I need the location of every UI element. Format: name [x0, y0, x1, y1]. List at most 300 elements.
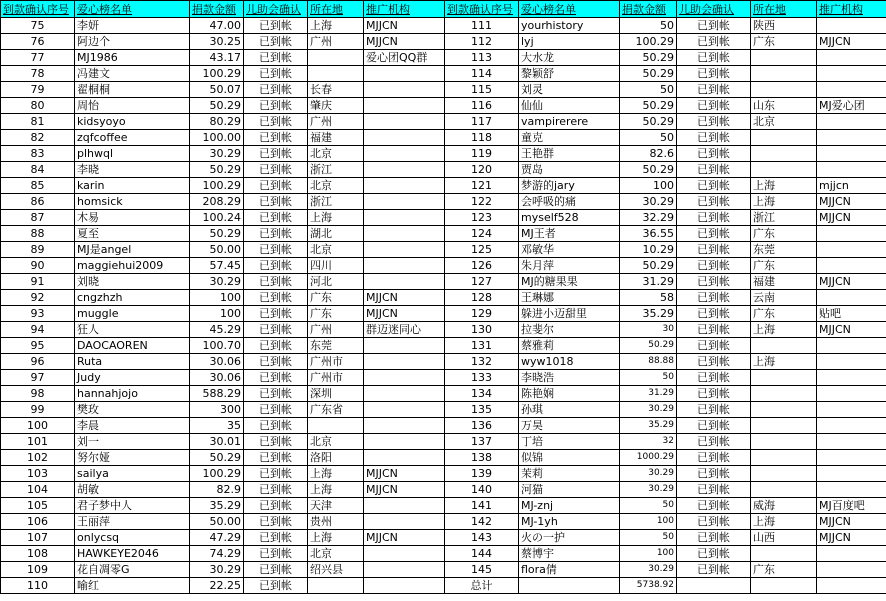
org-cell	[364, 146, 445, 162]
amount-cell: 50.29	[620, 50, 677, 66]
header-cell: 儿助会确认	[244, 1, 308, 18]
org-cell: MJJCN	[817, 34, 886, 50]
location-cell: 广东	[751, 258, 817, 274]
name-cell: wyw1018	[519, 354, 620, 370]
name-cell: 蔡雅莉	[519, 338, 620, 354]
amount-cell: 588.29	[190, 386, 244, 402]
confirm-cell: 已到帐	[244, 306, 308, 322]
seq-cell: 127	[445, 274, 519, 290]
table-row	[1, 226, 886, 242]
org-cell	[364, 578, 445, 594]
confirm-cell: 已到帐	[677, 226, 751, 242]
org-cell: MJJCN	[817, 194, 886, 210]
confirm-cell: 已到帐	[677, 514, 751, 530]
amount-cell: 30.01	[190, 434, 244, 450]
seq-cell: 113	[445, 50, 519, 66]
org-cell	[364, 546, 445, 562]
seq-cell: 86	[1, 194, 75, 210]
org-cell	[817, 258, 886, 274]
location-cell: 云南	[751, 290, 817, 306]
table-row	[1, 418, 886, 434]
location-cell	[751, 82, 817, 98]
amount-cell: 80.29	[190, 114, 244, 130]
location-cell	[751, 466, 817, 482]
confirm-cell: 已到帐	[677, 466, 751, 482]
amount-cell: 50	[620, 370, 677, 386]
table-row	[1, 338, 886, 354]
header-cell: 捐款金额	[190, 1, 244, 18]
seq-cell: 144	[445, 546, 519, 562]
org-cell	[817, 386, 886, 402]
name-cell: 王琳娜	[519, 290, 620, 306]
confirm-cell: 已到帐	[677, 194, 751, 210]
org-cell	[817, 482, 886, 498]
seq-cell: 139	[445, 466, 519, 482]
confirm-cell: 已到帐	[244, 562, 308, 578]
location-cell: 肇庆	[308, 98, 364, 114]
amount-cell: 35.29	[620, 418, 677, 434]
amount-cell: 47.00	[190, 18, 244, 34]
amount-cell: 100.29	[190, 466, 244, 482]
amount-cell: 82.9	[190, 482, 244, 498]
name-cell: 躲进小迈甜里	[519, 306, 620, 322]
confirm-cell: 已到帐	[677, 210, 751, 226]
name-cell: 会呼吸的痛	[519, 194, 620, 210]
amount-cell: 100	[620, 546, 677, 562]
location-cell	[751, 450, 817, 466]
location-cell: 浙江	[308, 194, 364, 210]
table-row	[1, 562, 886, 578]
name-cell: 李晨	[75, 418, 190, 434]
confirm-cell: 已到帐	[677, 450, 751, 466]
seq-cell: 82	[1, 130, 75, 146]
org-cell	[817, 66, 886, 82]
seq-cell: 137	[445, 434, 519, 450]
name-cell: muggle	[75, 306, 190, 322]
seq-cell: 89	[1, 242, 75, 258]
name-cell: 丁培	[519, 434, 620, 450]
location-cell	[308, 578, 364, 594]
seq-cell: 131	[445, 338, 519, 354]
table-row	[1, 162, 886, 178]
confirm-cell: 已到帐	[677, 418, 751, 434]
confirm-cell: 已到帐	[244, 354, 308, 370]
amount-cell: 30.25	[190, 34, 244, 50]
seq-cell: 133	[445, 370, 519, 386]
amount-cell: 50	[620, 82, 677, 98]
amount-cell: 30.29	[620, 402, 677, 418]
table-row	[1, 546, 886, 562]
location-cell: 东莞	[308, 338, 364, 354]
amount-cell: 50.29	[620, 66, 677, 82]
name-cell: 王艳群	[519, 146, 620, 162]
name-cell: 刘一	[75, 434, 190, 450]
seq-cell: 105	[1, 498, 75, 514]
confirm-cell: 已到帐	[244, 418, 308, 434]
name-cell	[519, 578, 620, 594]
seq-cell: 92	[1, 290, 75, 306]
seq-cell: 81	[1, 114, 75, 130]
table-row	[1, 242, 886, 258]
name-cell: 冯建文	[75, 66, 190, 82]
name-cell: MJ的糖果果	[519, 274, 620, 290]
org-cell	[364, 226, 445, 242]
confirm-cell: 已到帐	[244, 130, 308, 146]
location-cell: 湖北	[308, 226, 364, 242]
confirm-cell: 已到帐	[244, 226, 308, 242]
header-cell: 所在地	[308, 1, 364, 18]
name-cell: 夏至	[75, 226, 190, 242]
header-cell: 到款确认序号	[445, 1, 519, 18]
seq-cell: 121	[445, 178, 519, 194]
org-cell: MJJCN	[817, 274, 886, 290]
location-cell: 上海	[751, 354, 817, 370]
org-cell	[364, 498, 445, 514]
name-cell: 李晓浩	[519, 370, 620, 386]
seq-cell: 总计	[445, 578, 519, 594]
confirm-cell: 已到帐	[244, 66, 308, 82]
seq-cell: 141	[445, 498, 519, 514]
location-cell: 山东	[751, 98, 817, 114]
location-cell: 福建	[751, 274, 817, 290]
name-cell: 花自凋零G	[75, 562, 190, 578]
name-cell: 孙琪	[519, 402, 620, 418]
org-cell	[364, 242, 445, 258]
location-cell: 浙江	[308, 162, 364, 178]
name-cell: HAWKEYE2046	[75, 546, 190, 562]
seq-cell: 119	[445, 146, 519, 162]
location-cell: 广东	[308, 290, 364, 306]
table-row	[1, 114, 886, 130]
seq-cell: 75	[1, 18, 75, 34]
confirm-cell: 已到帐	[677, 482, 751, 498]
header-cell: 捐款金额	[620, 1, 677, 18]
amount-cell: 100.29	[620, 34, 677, 50]
name-cell: homsick	[75, 194, 190, 210]
name-cell: flora倩	[519, 562, 620, 578]
location-cell: 深圳	[308, 386, 364, 402]
seq-cell: 104	[1, 482, 75, 498]
seq-cell: 128	[445, 290, 519, 306]
org-cell	[817, 370, 886, 386]
location-cell	[751, 338, 817, 354]
seq-cell: 95	[1, 338, 75, 354]
org-cell: 贴吧	[817, 306, 886, 322]
org-cell	[817, 114, 886, 130]
org-cell	[364, 210, 445, 226]
confirm-cell: 已到帐	[244, 498, 308, 514]
amount-cell: 100.29	[190, 178, 244, 194]
location-cell	[751, 370, 817, 386]
seq-cell: 107	[1, 530, 75, 546]
confirm-cell: 已到帐	[244, 242, 308, 258]
org-cell	[817, 402, 886, 418]
org-cell: MJJCN	[364, 306, 445, 322]
confirm-cell: 已到帐	[677, 82, 751, 98]
seq-cell: 106	[1, 514, 75, 530]
table-row	[1, 130, 886, 146]
name-cell: 陈艳娴	[519, 386, 620, 402]
table-body	[1, 18, 886, 594]
org-cell	[364, 434, 445, 450]
location-cell: 北京	[308, 434, 364, 450]
location-cell: 广东	[751, 34, 817, 50]
amount-cell: 100.29	[190, 66, 244, 82]
org-cell	[364, 562, 445, 578]
amount-cell: 30.29	[620, 562, 677, 578]
amount-cell: 31.29	[620, 274, 677, 290]
amount-cell: 35.29	[620, 306, 677, 322]
name-cell: vampirerere	[519, 114, 620, 130]
location-cell: 长春	[308, 82, 364, 98]
confirm-cell: 已到帐	[677, 530, 751, 546]
seq-cell: 140	[445, 482, 519, 498]
header-cell: 爱心榜名单	[519, 1, 620, 18]
name-cell: 王丽萍	[75, 514, 190, 530]
amount-cell: 30.29	[620, 482, 677, 498]
amount-cell: 100.00	[190, 130, 244, 146]
name-cell: 黎颖舒	[519, 66, 620, 82]
seq-cell: 145	[445, 562, 519, 578]
seq-cell: 123	[445, 210, 519, 226]
location-cell	[308, 66, 364, 82]
name-cell: kidsyoyo	[75, 114, 190, 130]
confirm-cell: 已到帐	[677, 178, 751, 194]
table-row	[1, 50, 886, 66]
seq-cell: 109	[1, 562, 75, 578]
confirm-cell: 已到帐	[677, 562, 751, 578]
org-cell	[364, 338, 445, 354]
location-cell: 上海	[308, 482, 364, 498]
header-cell: 到款确认序号	[1, 1, 75, 18]
org-cell: MJJCN	[817, 530, 886, 546]
table-row	[1, 498, 886, 514]
org-cell: MJJCN	[364, 466, 445, 482]
table-row	[1, 530, 886, 546]
name-cell: cngzhzh	[75, 290, 190, 306]
amount-cell: 30	[620, 322, 677, 338]
confirm-cell: 已到帐	[677, 386, 751, 402]
confirm-cell: 已到帐	[244, 210, 308, 226]
seq-cell: 130	[445, 322, 519, 338]
org-cell	[817, 354, 886, 370]
table-row	[1, 578, 886, 594]
confirm-cell: 已到帐	[677, 146, 751, 162]
amount-cell: 50.00	[190, 514, 244, 530]
name-cell: yourhistory	[519, 18, 620, 34]
confirm-cell: 已到帐	[677, 162, 751, 178]
org-cell: mjjcn	[817, 178, 886, 194]
org-cell	[364, 274, 445, 290]
seq-cell: 96	[1, 354, 75, 370]
name-cell: zqfcoffee	[75, 130, 190, 146]
location-cell: 上海	[751, 322, 817, 338]
org-cell	[817, 290, 886, 306]
amount-cell: 50.29	[620, 338, 677, 354]
location-cell: 广州	[308, 34, 364, 50]
table-row	[1, 98, 886, 114]
location-cell: 绍兴县	[308, 562, 364, 578]
org-cell: MJ爱心团	[817, 98, 886, 114]
header-cell: 爱心榜名单	[75, 1, 190, 18]
amount-cell: 50.29	[190, 226, 244, 242]
org-cell	[364, 370, 445, 386]
confirm-cell: 已到帐	[244, 178, 308, 194]
location-cell	[751, 386, 817, 402]
name-cell: 阿边个	[75, 34, 190, 50]
confirm-cell: 已到帐	[677, 498, 751, 514]
name-cell: 邓敏华	[519, 242, 620, 258]
seq-cell: 78	[1, 66, 75, 82]
seq-cell: 142	[445, 514, 519, 530]
confirm-cell: 已到帐	[244, 82, 308, 98]
location-cell: 广州	[308, 322, 364, 338]
amount-cell: 82.6	[620, 146, 677, 162]
name-cell: 茉莉	[519, 466, 620, 482]
org-cell	[817, 546, 886, 562]
org-cell	[364, 418, 445, 434]
seq-cell: 135	[445, 402, 519, 418]
amount-cell: 45.29	[190, 322, 244, 338]
org-cell	[364, 130, 445, 146]
seq-cell: 103	[1, 466, 75, 482]
name-cell: 李晓	[75, 162, 190, 178]
table-row	[1, 146, 886, 162]
confirm-cell: 已到帐	[244, 274, 308, 290]
org-cell	[817, 146, 886, 162]
location-cell	[751, 402, 817, 418]
location-cell: 广州市	[308, 370, 364, 386]
name-cell: MJ王者	[519, 226, 620, 242]
amount-cell: 50.29	[620, 162, 677, 178]
location-cell	[751, 130, 817, 146]
org-cell	[364, 514, 445, 530]
confirm-cell: 已到帐	[244, 338, 308, 354]
name-cell: 梦游的jary	[519, 178, 620, 194]
amount-cell: 100	[190, 306, 244, 322]
amount-cell: 58	[620, 290, 677, 306]
amount-cell: 100.24	[190, 210, 244, 226]
name-cell: lyj	[519, 34, 620, 50]
name-cell: Ruta	[75, 354, 190, 370]
table-row	[1, 290, 886, 306]
confirm-cell: 已到帐	[244, 450, 308, 466]
org-cell: MJJCN	[364, 34, 445, 50]
table-row	[1, 386, 886, 402]
location-cell: 广州	[308, 114, 364, 130]
table-row	[1, 306, 886, 322]
name-cell: DAOCAOREN	[75, 338, 190, 354]
seq-cell: 138	[445, 450, 519, 466]
amount-cell: 50.29	[620, 98, 677, 114]
org-cell: MJJCN	[364, 530, 445, 546]
table-row	[1, 434, 886, 450]
location-cell	[751, 482, 817, 498]
name-cell: myself528	[519, 210, 620, 226]
org-cell	[817, 130, 886, 146]
table-row	[1, 194, 886, 210]
amount-cell: 32	[620, 434, 677, 450]
name-cell: 河猫	[519, 482, 620, 498]
table-row	[1, 354, 886, 370]
confirm-cell: 已到帐	[244, 530, 308, 546]
amount-cell: 32.29	[620, 210, 677, 226]
amount-cell: 300	[190, 402, 244, 418]
location-cell: 东莞	[751, 242, 817, 258]
org-cell	[817, 226, 886, 242]
amount-cell: 208.29	[190, 194, 244, 210]
seq-cell: 120	[445, 162, 519, 178]
name-cell: 贾岛	[519, 162, 620, 178]
org-cell	[817, 242, 886, 258]
location-cell: 广东	[751, 306, 817, 322]
org-cell	[364, 258, 445, 274]
confirm-cell: 已到帐	[244, 18, 308, 34]
confirm-cell: 已到帐	[677, 66, 751, 82]
confirm-cell: 已到帐	[244, 114, 308, 130]
table-row	[1, 258, 886, 274]
location-cell	[751, 162, 817, 178]
confirm-cell: 已到帐	[677, 50, 751, 66]
amount-cell: 100	[190, 290, 244, 306]
amount-cell: 1000.29	[620, 450, 677, 466]
name-cell: 火の一护	[519, 530, 620, 546]
amount-cell: 100	[620, 178, 677, 194]
confirm-cell: 已到帐	[677, 322, 751, 338]
seq-cell: 94	[1, 322, 75, 338]
header-cell: 所在地	[751, 1, 817, 18]
confirm-cell: 已到帐	[244, 194, 308, 210]
name-cell: 刘灵	[519, 82, 620, 98]
name-cell: 大水龙	[519, 50, 620, 66]
location-cell: 广州市	[308, 354, 364, 370]
confirm-cell: 已到帐	[244, 162, 308, 178]
org-cell: MJJCN	[364, 482, 445, 498]
table-row	[1, 322, 886, 338]
location-cell: 上海	[308, 466, 364, 482]
amount-cell: 88.88	[620, 354, 677, 370]
location-cell	[751, 578, 817, 594]
seq-cell: 87	[1, 210, 75, 226]
location-cell: 威海	[751, 498, 817, 514]
amount-cell: 50	[620, 498, 677, 514]
confirm-cell: 已到帐	[677, 434, 751, 450]
name-cell: 童克	[519, 130, 620, 146]
header-cell: 推广机构	[817, 1, 886, 18]
name-cell: 翟桐桐	[75, 82, 190, 98]
confirm-cell	[677, 578, 751, 594]
seq-cell: 77	[1, 50, 75, 66]
amount-cell: 36.55	[620, 226, 677, 242]
table-row	[1, 482, 886, 498]
location-cell	[751, 546, 817, 562]
confirm-cell: 已到帐	[677, 370, 751, 386]
name-cell: 木易	[75, 210, 190, 226]
amount-cell: 35.29	[190, 498, 244, 514]
amount-cell: 50.29	[190, 162, 244, 178]
seq-cell: 76	[1, 34, 75, 50]
org-cell	[364, 178, 445, 194]
org-cell: 爱心团QQ群	[364, 50, 445, 66]
confirm-cell: 已到帐	[244, 50, 308, 66]
org-cell: MJJCN	[817, 322, 886, 338]
org-cell	[364, 66, 445, 82]
confirm-cell: 已到帐	[677, 242, 751, 258]
seq-cell: 98	[1, 386, 75, 402]
amount-cell: 30.06	[190, 370, 244, 386]
org-cell	[364, 114, 445, 130]
name-cell: 君子梦中人	[75, 498, 190, 514]
